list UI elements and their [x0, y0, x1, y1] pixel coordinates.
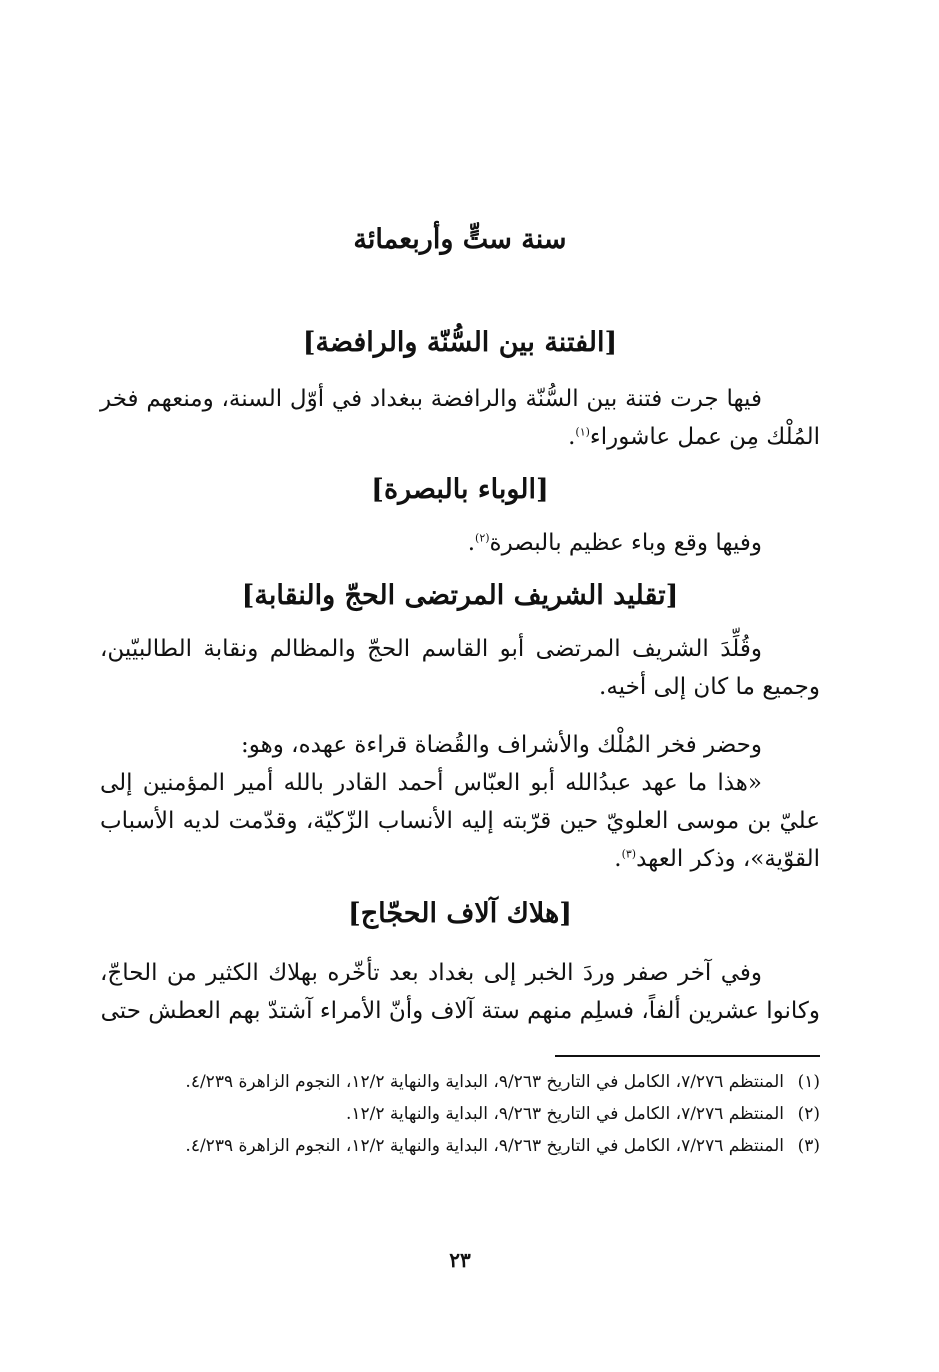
- footnote-1: [100, 1068, 820, 1097]
- paragraph-text: وفيها وقع وباء عظيم بالبصرة: [489, 530, 762, 556]
- footnote-number: (١): [797, 1072, 820, 1092]
- paragraph-pilgrims: [100, 954, 820, 1030]
- paragraph-plague: [100, 524, 820, 562]
- footnote-ref: (٢): [475, 531, 490, 545]
- section-heading-plague: [الوباء بالبصرة]: [371, 474, 549, 505]
- paragraph-tail: .: [467, 530, 476, 556]
- paragraph-decree-quote: [100, 764, 820, 878]
- footnote-separator: [555, 1055, 820, 1057]
- paragraph-text: وقُلِّدَ الشريف المرتضى أبو القاسم الحجّ والمظالم ونقابة الطالبيّين، وجميع ما كان إلى أخيه.: [100, 636, 820, 700]
- footnotes: [100, 1068, 820, 1164]
- year-title: سنة ستٍّ وأربعمائة: [353, 224, 567, 255]
- footnote-ref: (١): [575, 425, 590, 439]
- paragraph-text: «هذا ما عهد عبدُالله أبو العبّاس أحمد القادر بالله أمير المؤمنين إلى عليّ بن موسى العلويّ حين قرّبته إليه الأنساب الزّكيّة، وقدّمت لديه الأسباب القوّية»، وذكر العهد: [100, 770, 820, 872]
- footnote-ref: (٣): [621, 847, 637, 861]
- book-page: [100, 0, 820, 1372]
- section-heading-fitna: [الفتنة بين السُّنّة والرافضة]: [302, 327, 618, 358]
- footnote-number: (٣): [797, 1136, 820, 1156]
- paragraph-tail: .: [568, 424, 576, 450]
- paragraph-text: وفي آخر صفر وردَ الخبر إلى بغداد بعد تأخّره بهلاك الكثير من الحاجّ، وكانوا عشرين ألفاً، فسلِم منهم ستة آلاف وأنّ الأمراء آشتدّ بهم العطش حتى: [100, 960, 820, 1024]
- paragraph-tail: .: [614, 846, 622, 872]
- paragraph-text: فيها جرت فتنة بين السُّنّة والرافضة ببغداد في أوّل السنة، ومنعهم فخر المُلْك مِن عمل عاشوراء: [100, 386, 820, 450]
- footnote-2: [100, 1100, 820, 1129]
- footnote-text: المنتظم ٧/٢٧٦، الكامل في التاريخ ٩/٢٦٣، البداية والنهاية ١٢/٢.: [345, 1104, 784, 1124]
- paragraph-attendance: [100, 726, 820, 764]
- section-heading-pilgrims: [هلاك آلاف الحجّاج]: [347, 898, 573, 929]
- footnote-3: [100, 1132, 820, 1161]
- paragraph-fitna: [100, 380, 820, 456]
- page-number: ٢٣: [449, 1248, 471, 1272]
- paragraph-appointment: [100, 630, 820, 706]
- section-heading-murtada: [تقليد الشريف المرتضى الحجّ والنقابة]: [241, 580, 679, 611]
- footnote-number: (٢): [797, 1104, 820, 1124]
- footnote-text: المنتظم ٧/٢٧٦، الكامل في التاريخ ٩/٢٦٣، البداية والنهاية ١٢/٢، النجوم الزاهرة ٤/٢٣٩.: [185, 1072, 784, 1092]
- footnote-text: المنتظم ٧/٢٧٦، الكامل في التاريخ ٩/٢٦٣، البداية والنهاية ١٢/٢، النجوم الزاهرة ٤/٢٣٩.: [185, 1136, 784, 1156]
- paragraph-text: وحضر فخر المُلْك والأشراف والقُضاة قراءة عهده، وهو:: [241, 732, 762, 758]
